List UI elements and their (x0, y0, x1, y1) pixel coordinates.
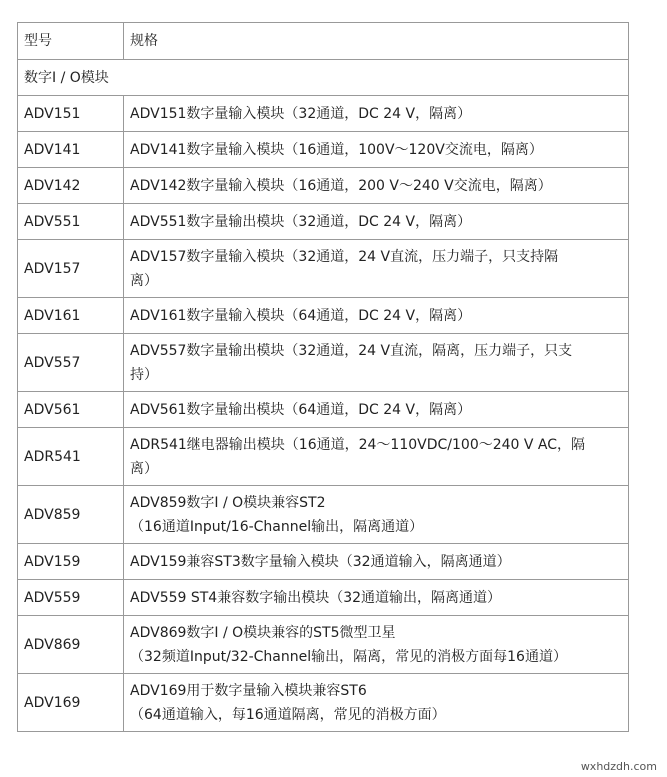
header-spec: 规格 (124, 23, 629, 60)
watermark: wxhdzdh.com (580, 760, 657, 773)
spec-line: 离） (130, 272, 158, 289)
table-row (18, 96, 629, 132)
spec-line: ADV869数字I / O模块兼容的ST5微型卫星 (130, 624, 396, 641)
table-row (18, 132, 629, 168)
table-row (18, 616, 629, 674)
header-model: 型号 (18, 23, 124, 60)
spec-cell (124, 204, 629, 240)
spec-line: ADV142数字量输入模块（16通道，200 V～240 V交流电，隔离） (130, 177, 552, 194)
spec-cell (124, 334, 629, 392)
table-row (18, 392, 629, 428)
model-cell: ADV159 (18, 544, 124, 580)
spec-line: ADR541继电器输出模块（16通道，24～110VDC/100～240 V AC，隔 (130, 436, 586, 453)
spec-line: ADV157数字量输入模块（32通道，24 V直流，压力端子，只支持隔 (130, 248, 559, 265)
spec-cell (124, 486, 629, 544)
spec-cell (124, 674, 629, 732)
table-row (18, 240, 629, 298)
spec-line: ADV159兼容ST3数字量输入模块（32通道输入，隔离通道） (130, 553, 511, 570)
table-row (18, 580, 629, 616)
spec-line: 持） (130, 366, 158, 383)
section-row (18, 60, 629, 96)
spec-line: ADV859数字I / O模块兼容ST2 (130, 494, 326, 511)
table-row (18, 544, 629, 580)
model-cell: ADV169 (18, 674, 124, 732)
spec-cell (124, 428, 629, 486)
spec-line: ADV169用于数字量输入模块兼容ST6 (130, 682, 367, 699)
spec-line: （32频道Input/32-Channel输出，隔离，常见的消极方面每16通道） (130, 648, 567, 665)
model-cell: ADV551 (18, 204, 124, 240)
table-row (18, 334, 629, 392)
spec-line: ADV557数字量输出模块（32通道，24 V直流，隔离，压力端子，只支 (130, 342, 573, 359)
spec-line: ADV551数字量输出模块（32通道，DC 24 V，隔离） (130, 213, 472, 230)
spec-line: ADV559 ST4兼容数字输出模块（32通道输出，隔离通道） (130, 589, 502, 606)
model-cell: ADV161 (18, 298, 124, 334)
model-cell: ADR541 (18, 428, 124, 486)
spec-cell (124, 96, 629, 132)
section-title: 数字I / O模块 (18, 60, 629, 96)
spec-cell (124, 580, 629, 616)
table-row (18, 298, 629, 334)
model-cell: ADV157 (18, 240, 124, 298)
spec-cell (124, 132, 629, 168)
model-cell: ADV141 (18, 132, 124, 168)
spec-line: ADV561数字量输出模块（64通道，DC 24 V，隔离） (130, 401, 472, 418)
spec-cell (124, 240, 629, 298)
table-row (18, 204, 629, 240)
spec-line: 离） (130, 460, 158, 477)
header-row (18, 23, 629, 60)
model-cell: ADV142 (18, 168, 124, 204)
spec-cell (124, 298, 629, 334)
spec-line: ADV151数字量输入模块（32通道，DC 24 V，隔离） (130, 105, 472, 122)
spec-line: ADV161数字量输入模块（64通道，DC 24 V，隔离） (130, 307, 472, 324)
model-cell: ADV859 (18, 486, 124, 544)
model-cell: ADV557 (18, 334, 124, 392)
spec-line: （64通道输入，每16通道隔离，常见的消极方面） (130, 706, 446, 723)
model-cell: ADV151 (18, 96, 124, 132)
model-cell: ADV561 (18, 392, 124, 428)
spec-table (17, 22, 629, 732)
spec-cell (124, 168, 629, 204)
spec-cell (124, 544, 629, 580)
spec-cell (124, 616, 629, 674)
model-cell: ADV559 (18, 580, 124, 616)
table-row (18, 674, 629, 732)
spec-line: ADV141数字量输入模块（16通道，100V～120V交流电，隔离） (130, 141, 543, 158)
spec-line: （16通道Input/16-Channel输出，隔离通道） (130, 518, 424, 535)
table-row (18, 168, 629, 204)
spec-cell (124, 392, 629, 428)
table-row (18, 486, 629, 544)
model-cell: ADV869 (18, 616, 124, 674)
table-row (18, 428, 629, 486)
